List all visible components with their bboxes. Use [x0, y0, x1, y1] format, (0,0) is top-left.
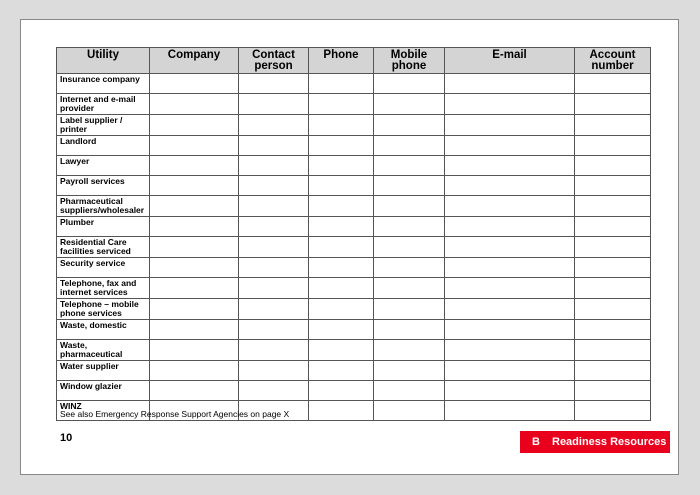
- empty-entry-cell[interactable]: [309, 299, 374, 320]
- empty-entry-cell[interactable]: [445, 361, 575, 381]
- column-header: Mobile phone: [374, 48, 445, 74]
- column-header: Phone: [309, 48, 374, 74]
- empty-entry-cell[interactable]: [575, 258, 651, 278]
- table-row: [57, 74, 651, 94]
- empty-entry-cell[interactable]: [150, 196, 239, 217]
- empty-entry-cell[interactable]: [445, 401, 575, 421]
- empty-entry-cell[interactable]: [309, 320, 374, 340]
- empty-entry-cell[interactable]: [150, 320, 239, 340]
- empty-entry-cell[interactable]: [239, 156, 309, 176]
- utility-cell: WINZ: [57, 401, 150, 421]
- empty-entry-cell[interactable]: [150, 278, 239, 299]
- empty-entry-cell[interactable]: [150, 217, 239, 237]
- empty-entry-cell[interactable]: [445, 299, 575, 320]
- empty-entry-cell[interactable]: [575, 381, 651, 401]
- empty-entry-cell[interactable]: [239, 196, 309, 217]
- empty-entry-cell[interactable]: [150, 258, 239, 278]
- empty-entry-cell[interactable]: [239, 258, 309, 278]
- empty-entry-cell[interactable]: [575, 196, 651, 217]
- utility-cell: Window glazier: [57, 381, 150, 401]
- utility-cell: Water supplier: [57, 361, 150, 381]
- utility-cell: Lawyer: [57, 156, 150, 176]
- empty-entry-cell[interactable]: [575, 340, 651, 361]
- empty-entry-cell[interactable]: [445, 340, 575, 361]
- empty-entry-cell[interactable]: [374, 94, 445, 115]
- table-row: [57, 196, 651, 217]
- empty-entry-cell[interactable]: [575, 217, 651, 237]
- empty-entry-cell[interactable]: [309, 237, 374, 258]
- table-header-row: [57, 48, 651, 74]
- empty-entry-cell[interactable]: [575, 176, 651, 196]
- empty-entry-cell[interactable]: [445, 176, 575, 196]
- empty-entry-cell[interactable]: [374, 258, 445, 278]
- utility-cell: Residential Care facilities serviced: [57, 237, 150, 258]
- empty-entry-cell[interactable]: [150, 340, 239, 361]
- empty-entry-cell[interactable]: [445, 136, 575, 156]
- utility-cell: Landlord: [57, 136, 150, 156]
- empty-entry-cell[interactable]: [150, 176, 239, 196]
- empty-entry-cell[interactable]: [309, 156, 374, 176]
- empty-entry-cell[interactable]: [150, 74, 239, 94]
- section-tab: [520, 431, 670, 453]
- empty-entry-cell[interactable]: [374, 401, 445, 421]
- empty-entry-cell[interactable]: [374, 381, 445, 401]
- utility-cell: Internet and e-mail provider: [57, 94, 150, 115]
- empty-entry-cell[interactable]: [239, 237, 309, 258]
- empty-entry-cell[interactable]: [445, 115, 575, 136]
- empty-entry-cell[interactable]: [309, 258, 374, 278]
- table-row: [57, 361, 651, 381]
- empty-entry-cell[interactable]: [239, 340, 309, 361]
- empty-entry-cell[interactable]: [150, 381, 239, 401]
- table-row: [57, 136, 651, 156]
- empty-entry-cell[interactable]: [445, 74, 575, 94]
- empty-entry-cell[interactable]: [150, 299, 239, 320]
- empty-entry-cell[interactable]: [445, 320, 575, 340]
- table-body: [57, 74, 651, 421]
- document-page: [20, 19, 679, 475]
- empty-entry-cell[interactable]: [309, 401, 374, 421]
- utility-cell: Waste, pharmaceutical: [57, 340, 150, 361]
- table-row: [57, 237, 651, 258]
- empty-entry-cell[interactable]: [374, 74, 445, 94]
- empty-entry-cell[interactable]: [150, 136, 239, 156]
- table-row: [57, 176, 651, 196]
- table-row: [57, 217, 651, 237]
- empty-entry-cell[interactable]: [309, 217, 374, 237]
- empty-entry-cell[interactable]: [445, 217, 575, 237]
- column-header: Company: [150, 48, 239, 74]
- empty-entry-cell[interactable]: [309, 381, 374, 401]
- empty-entry-cell[interactable]: [374, 361, 445, 381]
- table-row: [57, 299, 651, 320]
- empty-entry-cell[interactable]: [374, 320, 445, 340]
- empty-entry-cell[interactable]: [239, 299, 309, 320]
- empty-entry-cell[interactable]: [239, 136, 309, 156]
- table-row: [57, 278, 651, 299]
- empty-entry-cell[interactable]: [239, 278, 309, 299]
- utility-cell: Security service: [57, 258, 150, 278]
- empty-entry-cell[interactable]: [309, 115, 374, 136]
- empty-entry-cell[interactable]: [239, 94, 309, 115]
- utility-cell: Pharmaceutical suppliers/wholesaler: [57, 196, 150, 217]
- table-row: [57, 156, 651, 176]
- table-row: [57, 115, 651, 136]
- empty-entry-cell[interactable]: [575, 136, 651, 156]
- empty-entry-cell[interactable]: [445, 258, 575, 278]
- empty-entry-cell[interactable]: [239, 176, 309, 196]
- column-header: Utility: [57, 48, 150, 74]
- section-letter: B: [532, 436, 540, 448]
- empty-entry-cell[interactable]: [575, 74, 651, 94]
- empty-entry-cell[interactable]: [445, 94, 575, 115]
- empty-entry-cell[interactable]: [150, 237, 239, 258]
- empty-entry-cell[interactable]: [150, 94, 239, 115]
- empty-entry-cell[interactable]: [374, 136, 445, 156]
- empty-entry-cell[interactable]: [445, 196, 575, 217]
- empty-entry-cell[interactable]: [575, 115, 651, 136]
- page-number: 10: [60, 432, 73, 444]
- empty-entry-cell[interactable]: [374, 176, 445, 196]
- empty-entry-cell[interactable]: [445, 381, 575, 401]
- empty-entry-cell[interactable]: [445, 237, 575, 258]
- empty-entry-cell[interactable]: [445, 278, 575, 299]
- empty-entry-cell[interactable]: [575, 299, 651, 320]
- utility-contacts-table: [56, 47, 651, 421]
- empty-entry-cell[interactable]: [575, 320, 651, 340]
- empty-entry-cell[interactable]: [239, 217, 309, 237]
- column-header: Contact person: [239, 48, 309, 74]
- empty-entry-cell[interactable]: [575, 278, 651, 299]
- column-header: Account number: [575, 48, 651, 74]
- utility-cell: Payroll services: [57, 176, 150, 196]
- empty-entry-cell[interactable]: [239, 361, 309, 381]
- table-row: [57, 320, 651, 340]
- empty-entry-cell[interactable]: [309, 176, 374, 196]
- utility-cell: Telephone, fax and internet services: [57, 278, 150, 299]
- column-header: E-mail: [445, 48, 575, 74]
- empty-entry-cell[interactable]: [374, 115, 445, 136]
- utility-cell: Plumber: [57, 217, 150, 237]
- empty-entry-cell[interactable]: [575, 156, 651, 176]
- empty-entry-cell[interactable]: [239, 381, 309, 401]
- empty-entry-cell[interactable]: [575, 237, 651, 258]
- utility-cell: Insurance company: [57, 74, 150, 94]
- section-title: Readiness Resources: [552, 436, 667, 448]
- utility-cell: Label supplier / printer: [57, 115, 150, 136]
- utility-cell: Waste, domestic: [57, 320, 150, 340]
- table-row: [57, 381, 651, 401]
- table-row: [57, 258, 651, 278]
- empty-entry-cell[interactable]: [309, 340, 374, 361]
- empty-entry-cell[interactable]: [575, 94, 651, 115]
- table-row: [57, 340, 651, 361]
- empty-entry-cell[interactable]: [239, 74, 309, 94]
- utility-cell: Telephone – mobile phone services: [57, 299, 150, 320]
- empty-entry-cell[interactable]: [575, 361, 651, 381]
- empty-entry-cell[interactable]: [309, 74, 374, 94]
- empty-entry-cell[interactable]: [239, 320, 309, 340]
- footer-note: See also Emergency Response Support Agencies on page X: [60, 409, 290, 419]
- empty-entry-cell[interactable]: [575, 401, 651, 421]
- empty-entry-cell[interactable]: [309, 278, 374, 299]
- empty-entry-cell[interactable]: [150, 156, 239, 176]
- empty-entry-cell[interactable]: [150, 361, 239, 381]
- empty-entry-cell[interactable]: [374, 196, 445, 217]
- empty-entry-cell[interactable]: [374, 156, 445, 176]
- empty-entry-cell[interactable]: [239, 115, 309, 136]
- empty-entry-cell[interactable]: [309, 361, 374, 381]
- table-row: [57, 94, 651, 115]
- empty-entry-cell[interactable]: [309, 196, 374, 217]
- empty-entry-cell[interactable]: [374, 340, 445, 361]
- empty-entry-cell[interactable]: [150, 115, 239, 136]
- empty-entry-cell[interactable]: [309, 94, 374, 115]
- empty-entry-cell[interactable]: [309, 136, 374, 156]
- empty-entry-cell[interactable]: [445, 156, 575, 176]
- empty-entry-cell[interactable]: [374, 278, 445, 299]
- empty-entry-cell[interactable]: [374, 237, 445, 258]
- empty-entry-cell[interactable]: [374, 299, 445, 320]
- empty-entry-cell[interactable]: [374, 217, 445, 237]
